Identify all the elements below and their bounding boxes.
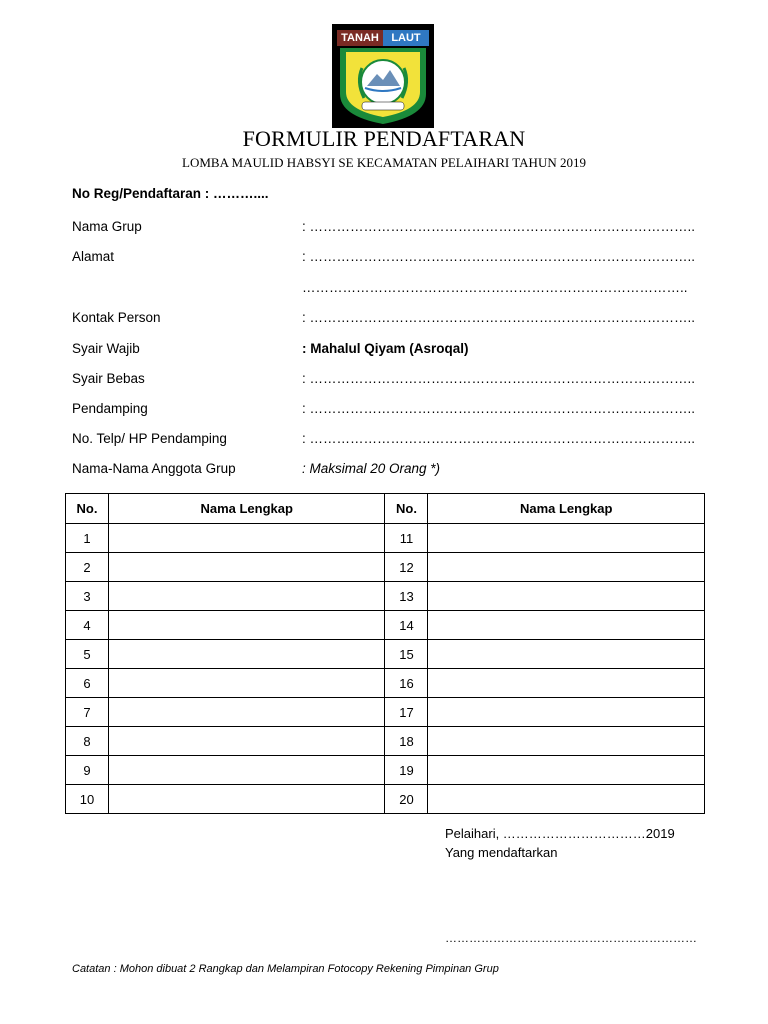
field-value: : ………………………………………………………………………….. xyxy=(302,401,696,416)
header-nama-lengkap: Nama Lengkap xyxy=(428,494,705,524)
cell-nama-lengkap[interactable] xyxy=(428,611,705,640)
signature-line: ……………………………………………………… xyxy=(445,931,697,945)
cell-no: 13 xyxy=(385,582,428,611)
field-value: : ………………………………………………………………………….. xyxy=(302,249,696,264)
cell-nama-lengkap[interactable] xyxy=(428,582,705,611)
cell-no: 20 xyxy=(385,785,428,814)
cell-nama-lengkap[interactable] xyxy=(108,582,385,611)
footnote: Catatan : Mohon dibuat 2 Rangkap dan Melampiran Fotocopy Rekening Pimpinan Grup xyxy=(72,963,499,975)
signature-place-date: Pelaihari, ……………………………2019 xyxy=(445,826,675,841)
field-label: Syair Wajib xyxy=(72,341,140,356)
logo-text-laut: LAUT xyxy=(383,30,429,46)
field-label: Kontak Person xyxy=(72,310,161,325)
cell-nama-lengkap[interactable] xyxy=(428,785,705,814)
field-value: : ………………………………………………………………………….. xyxy=(302,371,696,386)
header-no: No. xyxy=(66,494,109,524)
field-value: : ………………………………………………………………………….. xyxy=(302,431,696,446)
registration-number: No Reg/Pendaftaran : ……….... xyxy=(72,186,269,201)
cell-no: 14 xyxy=(385,611,428,640)
cell-nama-lengkap[interactable] xyxy=(108,524,385,553)
cell-nama-lengkap[interactable] xyxy=(428,727,705,756)
field-label: Nama-Nama Anggota Grup xyxy=(72,461,236,476)
cell-no: 17 xyxy=(385,698,428,727)
field-label: Alamat xyxy=(72,249,115,264)
table-row xyxy=(66,640,705,669)
field-label: Pendamping xyxy=(72,401,148,416)
table-row xyxy=(66,611,705,640)
table-row xyxy=(66,785,705,814)
cell-no: 19 xyxy=(385,756,428,785)
cell-nama-lengkap[interactable] xyxy=(428,756,705,785)
cell-no: 5 xyxy=(66,640,109,669)
cell-nama-lengkap[interactable] xyxy=(108,553,385,582)
cell-no: 7 xyxy=(66,698,109,727)
field-value: ………………………………………………………………………….. xyxy=(302,280,688,295)
cell-no: 6 xyxy=(66,669,109,698)
cell-no: 12 xyxy=(385,553,428,582)
field-value: : ………………………………………………………………………….. xyxy=(302,310,696,325)
table-header-row xyxy=(66,494,705,524)
header-nama-lengkap: Nama Lengkap xyxy=(108,494,385,524)
form-title: FORMULIR PENDAFTARAN xyxy=(242,126,526,151)
tanah-laut-logo xyxy=(332,24,434,128)
cell-no: 9 xyxy=(66,756,109,785)
cell-nama-lengkap[interactable] xyxy=(108,727,385,756)
table-row xyxy=(66,553,705,582)
cell-no: 4 xyxy=(66,611,109,640)
field-value: : ………………………………………………………………………….. xyxy=(302,219,696,234)
table-row xyxy=(66,727,705,756)
cell-nama-lengkap[interactable] xyxy=(108,640,385,669)
field-label: Nama Grup xyxy=(72,219,142,234)
cell-no: 11 xyxy=(385,524,428,553)
field-label: Syair Bebas xyxy=(72,371,145,386)
field-label: No. Telp/ HP Pendamping xyxy=(72,431,227,446)
cell-no: 1 xyxy=(66,524,109,553)
cell-no: 2 xyxy=(66,553,109,582)
cell-no: 16 xyxy=(385,669,428,698)
logo-text-tanah: TANAH xyxy=(337,30,383,46)
field-value: : Mahalul Qiyam (Asroqal) xyxy=(302,341,469,356)
cell-nama-lengkap[interactable] xyxy=(108,756,385,785)
cell-nama-lengkap[interactable] xyxy=(428,524,705,553)
cell-nama-lengkap[interactable] xyxy=(108,669,385,698)
table-row xyxy=(66,756,705,785)
cell-nama-lengkap[interactable] xyxy=(428,669,705,698)
cell-nama-lengkap[interactable] xyxy=(108,785,385,814)
cell-nama-lengkap[interactable] xyxy=(108,611,385,640)
cell-no: 18 xyxy=(385,727,428,756)
form-subtitle: LOMBA MAULID HABSYI SE KECAMATAN PELAIHARI TAHUN 2019 xyxy=(182,155,586,170)
cell-nama-lengkap[interactable] xyxy=(428,640,705,669)
cell-nama-lengkap[interactable] xyxy=(108,698,385,727)
table-row xyxy=(66,698,705,727)
field-value: : Maksimal 20 Orang *) xyxy=(302,461,441,476)
signature-caption: Yang mendaftarkan xyxy=(445,845,558,860)
table-row xyxy=(66,669,705,698)
cell-no: 10 xyxy=(66,785,109,814)
logo-emblem xyxy=(332,24,434,128)
cell-no: 8 xyxy=(66,727,109,756)
table-row xyxy=(66,524,705,553)
cell-no: 3 xyxy=(66,582,109,611)
table-row xyxy=(66,582,705,611)
members-table xyxy=(65,493,705,814)
cell-nama-lengkap[interactable] xyxy=(428,553,705,582)
header-no: No. xyxy=(385,494,428,524)
cell-nama-lengkap[interactable] xyxy=(428,698,705,727)
cell-no: 15 xyxy=(385,640,428,669)
